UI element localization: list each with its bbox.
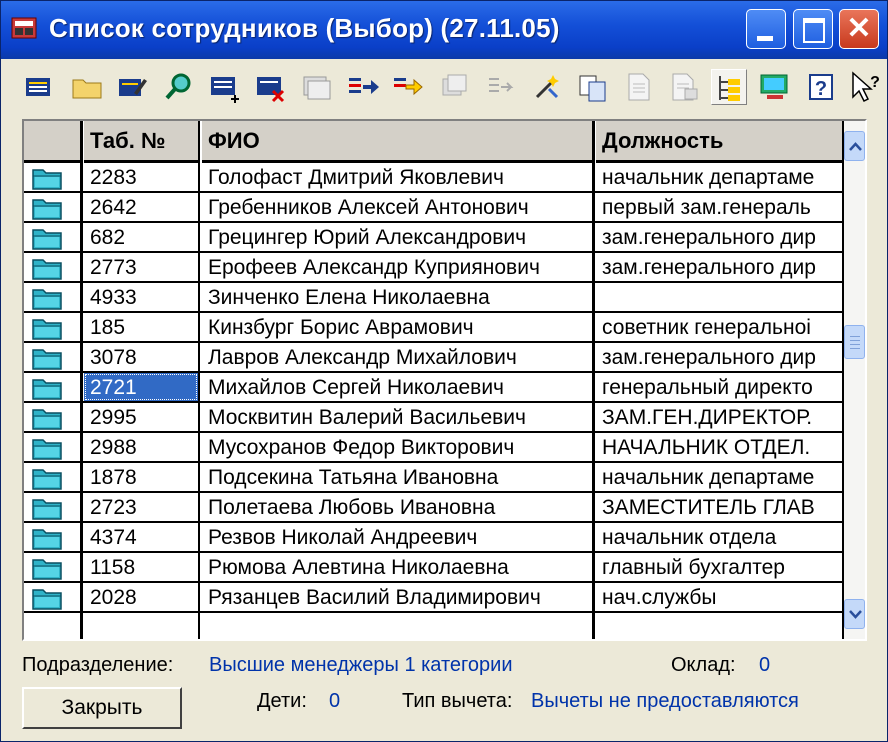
folder-icon: [32, 496, 62, 520]
cell-fio[interactable]: Мусохранов Федор Викторович: [208, 436, 515, 459]
salary-label: Оклад:: [671, 654, 736, 676]
cell-fio[interactable]: Москвитин Валерий Васильевич: [208, 406, 526, 429]
cell-position[interactable]: зам.генерального дир: [602, 256, 816, 279]
division-value: Высшие менеджеры 1 категории: [209, 654, 513, 676]
table-row[interactable]: [24, 253, 844, 283]
folder-icon: [32, 466, 62, 490]
delete-record-icon[interactable]: [253, 69, 289, 105]
cell-fio[interactable]: Рюмова Алевтина Николаевна: [208, 556, 509, 579]
cell-position[interactable]: начальник департаме: [602, 166, 815, 189]
svg-text:?: ?: [814, 78, 828, 100]
table-row[interactable]: [24, 223, 844, 253]
move-forward-icon[interactable]: [345, 69, 381, 105]
cell-tab-number[interactable]: 3078: [90, 346, 137, 369]
cell-position[interactable]: зам.генерального дир: [602, 226, 816, 249]
table-row[interactable]: [24, 553, 844, 583]
cell-position[interactable]: советник генеральноі: [602, 316, 811, 339]
duplicate-icon[interactable]: [437, 69, 473, 105]
cell-fio[interactable]: Резвов Николай Андреевич: [208, 526, 478, 549]
cell-tab-number[interactable]: 2283: [90, 166, 137, 189]
employee-grid[interactable]: [22, 119, 867, 641]
window-title: Список сотрудников (Выбор) (27.11.05): [49, 13, 560, 43]
document-icon[interactable]: [621, 69, 657, 105]
header-tab-number[interactable]: Таб. №: [84, 121, 198, 163]
children-value: 0: [329, 690, 341, 712]
edit-icon[interactable]: [114, 69, 150, 105]
cell-position[interactable]: первый зам.генераль: [602, 196, 811, 219]
tree-view-icon[interactable]: [711, 69, 747, 105]
cell-tab-number[interactable]: 682: [90, 226, 126, 249]
folder-icon: [32, 346, 62, 370]
table-row[interactable]: [24, 193, 844, 223]
cell-fio[interactable]: Михайлов Сергей Николаевич: [208, 376, 504, 399]
cell-position[interactable]: начальник отдела: [602, 526, 777, 549]
folder-icon: [32, 556, 62, 580]
copy-record-icon[interactable]: [299, 69, 335, 105]
folder-icon: [32, 226, 62, 250]
cell-position[interactable]: ЗАМЕСТИТЕЛЬ ГЛАВ: [602, 496, 815, 519]
cell-fio[interactable]: Лавров Александр Михайлович: [208, 346, 517, 369]
table-row[interactable]: [24, 403, 844, 433]
cell-fio[interactable]: Рязанцев Василий Владимирович: [208, 586, 541, 609]
cell-tab-number[interactable]: 4933: [90, 286, 137, 309]
children-label: Дети:: [257, 690, 307, 712]
minimize-button[interactable]: [746, 9, 786, 49]
folder-icon: [32, 196, 62, 220]
monitor-icon[interactable]: [757, 69, 793, 105]
table-row[interactable]: [24, 433, 844, 463]
division-label: Подразделение:: [22, 654, 174, 676]
folder-icon: [32, 526, 62, 550]
help-icon[interactable]: [803, 69, 839, 105]
cell-tab-number[interactable]: 1878: [90, 466, 137, 489]
app-icon: [9, 14, 41, 44]
toolbar: [1, 63, 887, 113]
folder-icon: [32, 286, 62, 310]
table-row[interactable]: [24, 163, 844, 193]
add-record-icon[interactable]: [207, 69, 243, 105]
maximize-button[interactable]: [793, 9, 833, 49]
folder-icon: [32, 586, 62, 610]
column-divider[interactable]: [80, 121, 83, 639]
cell-tab-number[interactable]: 2721: [84, 373, 198, 401]
deduction-value: Вычеты не предоставляются: [531, 690, 799, 712]
column-divider[interactable]: [592, 121, 595, 639]
cell-position[interactable]: нач.службы: [602, 586, 717, 609]
folder-icon: [32, 436, 62, 460]
table-row[interactable]: [24, 493, 844, 523]
close-window-button[interactable]: [839, 9, 879, 49]
pointer-help-icon[interactable]: [847, 69, 883, 105]
svg-text:?: ?: [870, 74, 880, 91]
title-bar[interactable]: [1, 1, 887, 59]
cell-fio[interactable]: Кинзбург Борис Аврамович: [208, 316, 474, 339]
transfer-icon[interactable]: [390, 69, 426, 105]
header-icon-col: [24, 121, 80, 163]
cell-tab-number[interactable]: 2642: [90, 196, 137, 219]
cell-tab-number[interactable]: 185: [90, 316, 126, 339]
close-icon: ✕: [846, 12, 872, 45]
cell-fio[interactable]: Ерофеев Александр Куприянович: [208, 256, 540, 279]
table-row[interactable]: [24, 463, 844, 493]
table-row[interactable]: [24, 283, 844, 313]
cell-position[interactable]: ЗАМ.ГЕН.ДИРЕКТОР.: [602, 406, 813, 429]
report-icon[interactable]: [667, 69, 703, 105]
cell-fio[interactable]: Зинченко Елена Николаевна: [208, 286, 490, 309]
chevron-up-icon: [849, 141, 862, 151]
cell-fio[interactable]: Гребенников Алексей Антонович: [208, 196, 529, 219]
cut-icon[interactable]: [483, 69, 519, 105]
salary-value: 0: [759, 654, 771, 676]
column-divider[interactable]: [198, 121, 200, 639]
cell-position[interactable]: начальник департаме: [602, 466, 815, 489]
search-icon[interactable]: [161, 69, 197, 105]
folder-icon: [32, 316, 62, 340]
folder-icon: [32, 166, 62, 190]
scroll-up-button[interactable]: [844, 131, 865, 161]
scroll-thumb[interactable]: [844, 325, 865, 359]
open-folder-icon[interactable]: [69, 69, 105, 105]
table-row[interactable]: [24, 373, 844, 403]
cell-tab-number[interactable]: 2988: [90, 436, 137, 459]
cell-tab-number[interactable]: 2773: [90, 256, 137, 279]
cell-tab-number[interactable]: 4374: [90, 526, 137, 549]
folder-icon: [32, 256, 62, 280]
table-row[interactable]: [24, 313, 844, 343]
cell-fio[interactable]: Голофаст Дмитрий Яковлевич: [208, 166, 504, 189]
vertical-scrollbar[interactable]: [844, 121, 865, 639]
cell-fio[interactable]: Подсекина Татьяна Ивановна: [208, 466, 499, 489]
table-row[interactable]: [24, 343, 844, 373]
cell-tab-number[interactable]: 2028: [90, 586, 137, 609]
cell-fio[interactable]: Полетаева Любовь Ивановна: [208, 496, 496, 519]
deduction-label: Тип вычета:: [402, 690, 513, 712]
cell-position[interactable]: зам.генерального дир: [602, 346, 816, 369]
table-row[interactable]: [24, 523, 844, 553]
cell-position[interactable]: генеральный директо: [602, 376, 813, 399]
cell-position[interactable]: [596, 283, 844, 311]
chevron-down-icon: [849, 609, 862, 619]
cell-fio[interactable]: Грецингер Юрий Александрович: [208, 226, 527, 249]
cell-position[interactable]: главный бухгалтер: [602, 556, 785, 579]
scroll-down-button[interactable]: [844, 599, 865, 629]
magic-wand-icon[interactable]: [529, 69, 565, 105]
cell-position[interactable]: НАЧАЛЬНИК ОТДЕЛ.: [602, 436, 811, 459]
list-icon[interactable]: [21, 69, 57, 105]
cell-tab-number[interactable]: 2995: [90, 406, 137, 429]
folder-icon: [32, 406, 62, 430]
table-row[interactable]: [24, 583, 844, 613]
header-fio[interactable]: ФИО: [202, 121, 592, 163]
cell-tab-number[interactable]: 2723: [90, 496, 137, 519]
header-position[interactable]: Должность: [596, 121, 844, 163]
folder-icon: [32, 376, 62, 400]
cell-tab-number[interactable]: 1158: [90, 556, 136, 579]
copy-icon[interactable]: [575, 69, 611, 105]
close-button[interactable]: Закрыть: [22, 687, 182, 729]
